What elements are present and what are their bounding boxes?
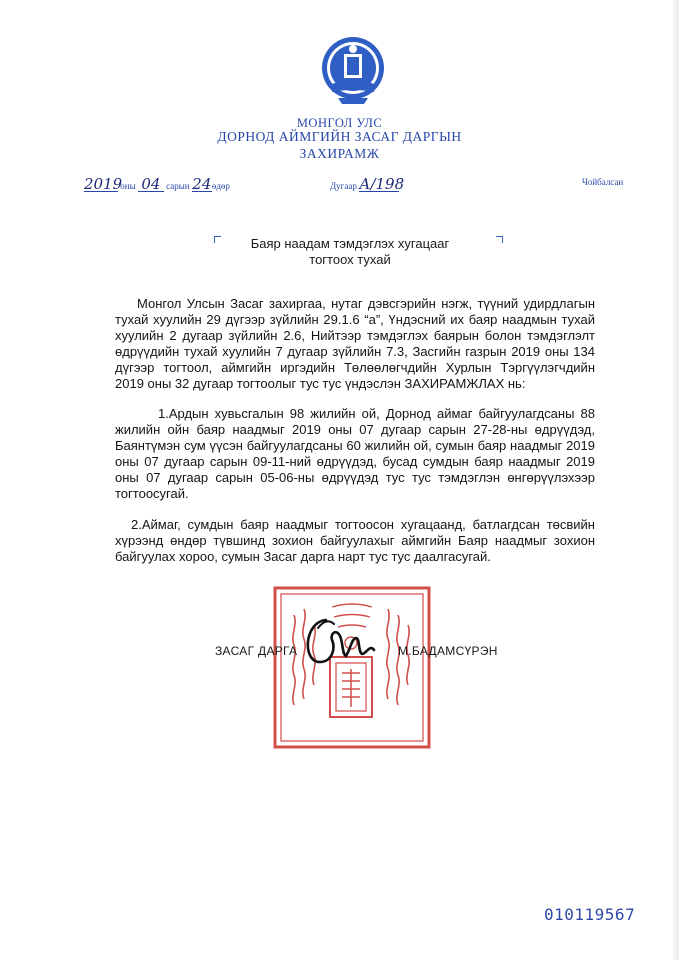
signatory-title: ЗАСАГ ДАРГА (215, 644, 298, 658)
clause-2-paragraph: 2.Аймаг, сумдын баяр наадмыг тогтоосон хугацаанд, батлагдсан төсвийн хүрээнд өндөр түвшинд зохион байгуулахыг аймгийн Баяр наадмыг зохион байгуулах хороо, сумын Засаг дарга нарт тус тус даалгасугай. (115, 517, 595, 565)
date-day: 24 (192, 175, 212, 193)
date-year: 2019 (84, 175, 123, 193)
issuer-name: ДОРНОД АЙМГИЙН ЗАСАГ ДАРГЫН (217, 129, 462, 144)
handwritten-signature (296, 600, 391, 680)
number-field (330, 175, 405, 193)
date-month: 04 (138, 177, 164, 192)
number-label: Дугаар (330, 181, 357, 191)
date-month-suffix: сарын (166, 181, 190, 191)
order-title-line1: Баяр наадам тэмдэглэх хугацааг (250, 236, 450, 251)
state-emblem-icon (318, 32, 388, 107)
document-type: ЗАХИРАМЖ (299, 146, 380, 161)
date-year-suffix: оны (120, 181, 136, 191)
issue-place: Чойбалсан (582, 177, 624, 187)
date-field (84, 177, 230, 192)
order-title-line2: тогтоох тухай (309, 252, 391, 267)
serial-number: 010119567 (544, 905, 636, 924)
country-name: МОНГОЛ УЛС (296, 116, 383, 130)
clause-1-paragraph: 1.Ардын хувьсгалын 98 жилийн ой, Дорнод аймаг байгуулагдсаны 88 жилийн ойн баяр наадмыг 2019 оны 07 дугаар сарын 27-28-ны өдрүүдэд, Баянтүмэн сум үүсэн байгуулагдсаны 60 жилийн ой, сумын баяр наадмыг 2019 оны 07 дугаар сарын 09-11-ний өдрүүдэд, бусад сумдын баяр наадмыг 2019 оны 07 дугаар сарын 05-06-ны өдрүүдэд тус тус тэмдэглэн өнгөрүүлэхээр тогтоосугай. (115, 406, 595, 502)
date-day-suffix: өдөр (211, 181, 230, 191)
signatory-name: М.БАДАМСҮРЭН (398, 644, 498, 658)
document-number: А/198 (359, 175, 405, 193)
preamble-paragraph: Монгол Улсын Засаг захиргаа, нутаг дэвсгэрийн нэгж, түүний удирдлагын тухай хуулийн 29 дүгээр зүйлийн 29.1.6 “а”, Үндэсний их баяр наадмын тухай хуулийн 2 дугаар зүйлийн 2.6, Нийтээр тэмдэглэх баярын болон тэмдэглэлт өдрүүдийн тухай хуулийн 7 дугаар зүйлийн 7.3, Засгийн газрын 2019 оны 134 дүгээр тогтоол, аймгийн иргэдийн Төлөөлөгчдийн Хурлын Тэргүүлэгчдийн 2019 оны 32 дугаар тогтоолыг тус тус үндэслэн ЗАХИРАМЖЛАХ нь: (115, 296, 595, 392)
